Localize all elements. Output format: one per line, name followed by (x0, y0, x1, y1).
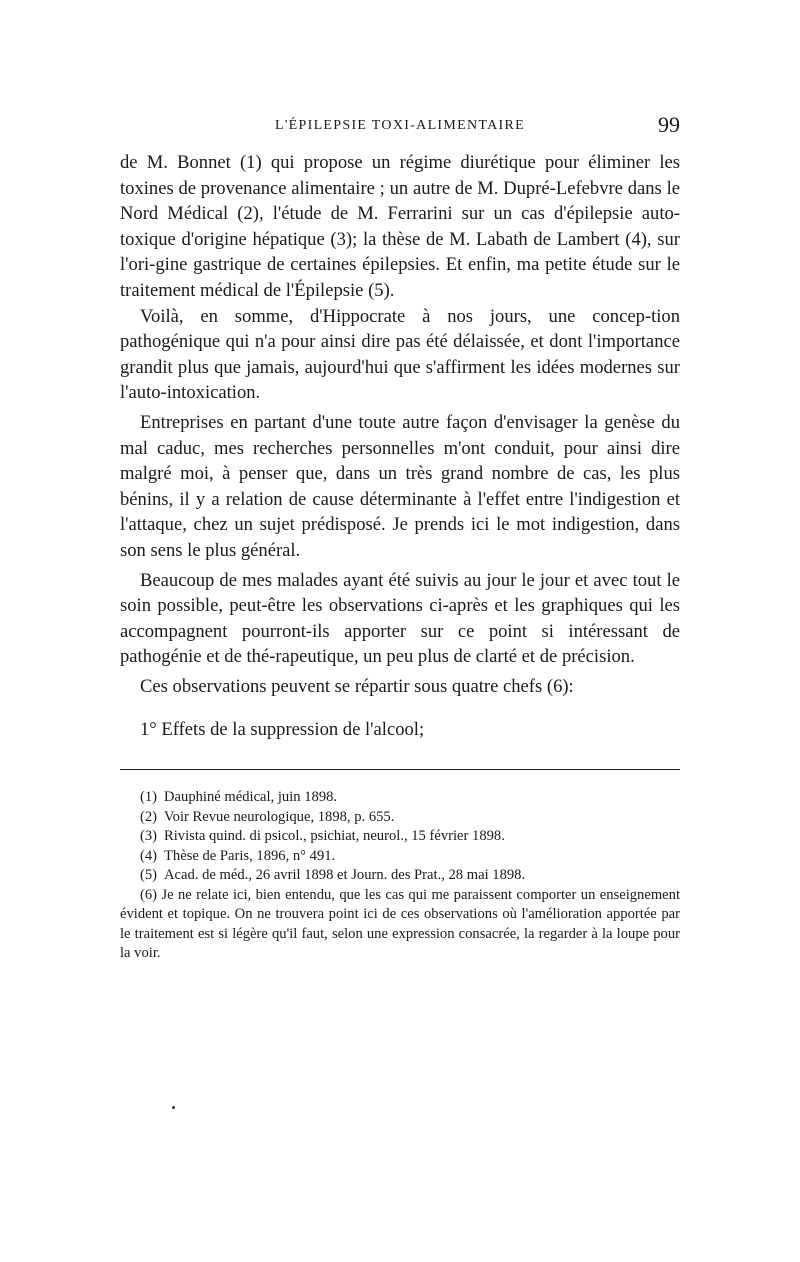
footnote-5 (120, 866, 680, 886)
footnote-number: (1) (140, 789, 158, 806)
page-number: 99 (658, 112, 680, 137)
footnote-4 (120, 847, 680, 867)
running-title: L'ÉPILEPSIE TOXI-ALIMENTAIRE (275, 118, 525, 133)
footnote-3 (120, 827, 680, 847)
footnotes (120, 788, 680, 964)
book-page (120, 110, 680, 964)
paragraph-continued: de M. Bonnet (1) qui propose un régime diurétique pour éliminer les toxines de provenance alimentaire ; un autre de M. Dupré-Lefebvre dans le Nord Médical (2), l'étude de M. Ferrarini sur un cas d'épilepsie auto-toxique d'origine hépatique (3); la thèse de M. Labath de Lambert (4), sur l'ori-gine gastrique de certaines épilepsies. Et enfin, ma petite étude sur le traitement médical de l'Épilepsie (5). (120, 152, 680, 301)
footnote-text: Voir Revue neurologique, 1898, p. 655. (164, 808, 395, 825)
running-head (120, 110, 680, 150)
footnote-number: (5) (140, 867, 158, 884)
footnote-text: Dauphiné médical, juin 1898. (164, 789, 338, 806)
list-item-chef-1: 1° Effets de la suppression de l'alcool; (140, 719, 425, 741)
footnote-6 (120, 886, 680, 964)
footnote-number: (2) (140, 808, 158, 825)
footnote-text: Rivista quind. di psicol., psichiat, neurol., 15 février 1898. (164, 828, 505, 845)
paragraph: Beaucoup de mes malades ayant été suivis au jour le jour et avec tout le soin possible, peut-être les observations ci-après et les graphiques qui les accompagnent pourront-ils apporter sur ce point si intéressant de pathogénie et de thé-rapeutique, un peu plus de clarté et de précision. (120, 569, 680, 668)
footnote-2 (120, 808, 680, 828)
print-speck (172, 1106, 175, 1109)
footnote-1 (120, 788, 680, 808)
body-text (120, 150, 680, 743)
footnote-number: (6) (140, 886, 158, 903)
footnote-text: Thèse de Paris, 1896, n° 491. (164, 847, 336, 864)
footnote-rule (120, 769, 680, 770)
paragraph: Entreprises en partant d'une toute autre façon d'envisager la genèse du mal caduc, mes recherches personnelles m'ont conduit, pour ainsi dire malgré moi, à penser que, dans un très grand nombre de cas, les plus bénins, il y a relation de cause déterminante à l'effet entre l'indigestion et l'attaque, chez un sujet prédisposé. Je prends ici le mot indigestion, dans son sens le plus général. (120, 411, 680, 561)
paragraph: Ces observations peuvent se répartir sous quatre chefs (6): (140, 675, 574, 697)
paragraph: Voilà, en somme, d'Hippocrate à nos jours, une concep-tion pathogénique qui n'a pour ainsi dire pas été délaissée, et dont l'importance grandit plus que jamais, aujourd'hui que s'affirment les idées modernes sur l'auto-intoxication. (120, 305, 680, 404)
footnote-number: (4) (140, 847, 158, 864)
footnote-number: (3) (140, 828, 158, 845)
footnote-text: Je ne relate ici, bien entendu, que les cas qui me paraissent comporter un enseignement évident et topique. On ne trouvera point ici de ces observations où l'amélioration apportée par le traitement est si légère qu'il faut, selon une expression consacrée, la regarder à la loupe pour la voir. (120, 886, 681, 962)
footnote-text: Acad. de méd., 26 avril 1898 et Journ. des Prat., 28 mai 1898. (164, 867, 526, 884)
